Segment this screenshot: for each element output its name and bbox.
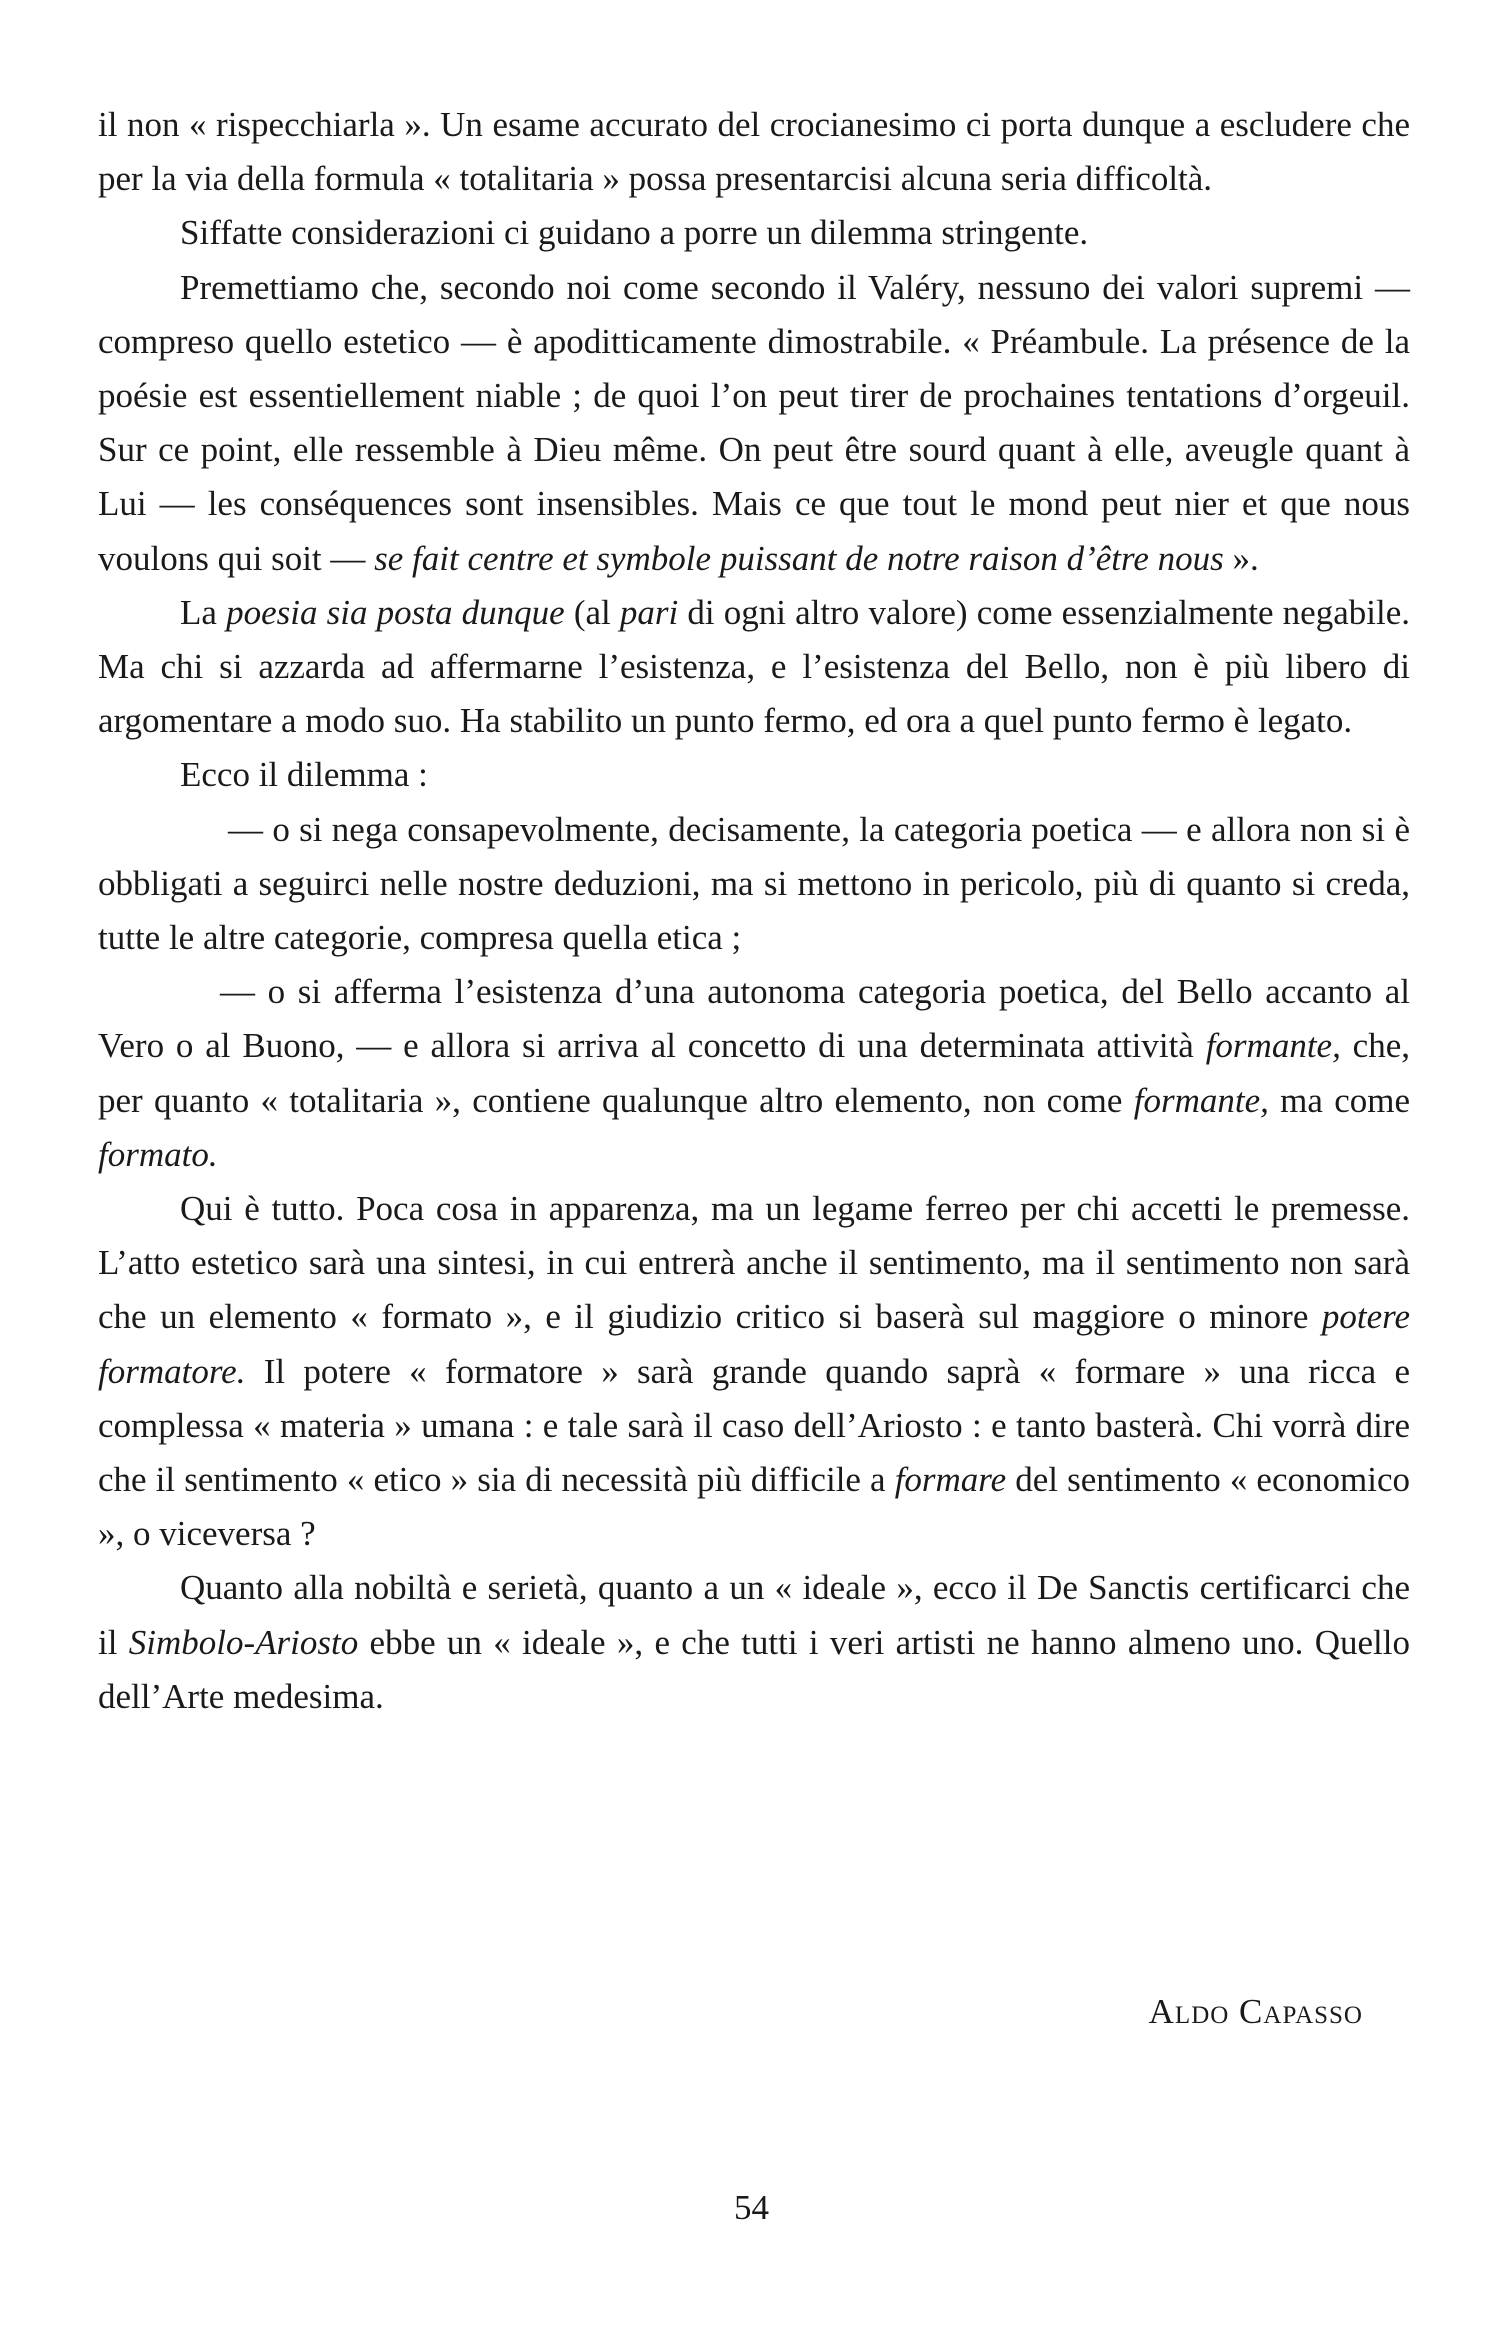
paragraph-9: Quanto alla nobiltà e serietà, quanto a un « ideale », ecco il De Sanctis certificarci che il Simbolo-Ariosto ebbe un « ideale », e che tutti i veri artisti ne hanno almeno uno. Quello dell’Arte medesima. [98,1568,1410,1716]
page-number: 54 [734,2188,769,2227]
paragraph-2: Siffatte considerazioni ci guidano a porre un dilemma stringente. [180,213,1089,253]
paragraph-1: il non « rispecchiarla ». Un esame accurato del crocianesimo ci porta dunque a escludere che per la via della formula « totalitaria » possa presentarcisi alcuna seria difficoltà. [98,105,1410,199]
author-signature: Aldo Capasso [1148,1992,1363,2031]
paragraph-3: Premettiamo che, secondo noi come secondo il Valéry, nessuno dei valori supremi — compreso quello estetico — è apoditticamente dimostrabile. « Préambule. La présence de la poésie est essentiellement niable ; de quoi l’on peut tirer de prochaines tentations d’orgeuil. Sur ce point, elle ressemble à Dieu même. On peut être sourd quant à elle, aveugle quant à Lui — les conséquences sont insensibles. Mais ce que tout le mond peut nier et que nous voulons qui soit — se fait centre et symbole puissant de notre raison d’être nous ». [98,267,1410,578]
paragraph-4: La poesia sia posta dunque (al pari di ogni altro valore) come essenzialmente negabile. Ma chi si azzarda ad affermarne l’esistenza, e l’esistenza del Bello, non è più libero di argomentare a modo suo. Ha stabilito un punto fermo, ed ora a quel punto fermo è legato. [98,592,1410,741]
paragraph-6: — o si nega consapevolmente, decisamente, la categoria poetica — e allora non si è obbligati a seguirci nelle nostre deduzioni, ma si mettono in pericolo, più di quanto si creda, tutte le altre categorie, compresa quella etica ; [98,809,1410,958]
body-text [98,98,1410,1724]
paragraph-8: Qui è tutto. Poca cosa in apparenza, ma un legame ferreo per chi accetti le premesse. L’atto estetico sarà una sintesi, in cui entrerà anche il sentimento, ma il sentimento non sarà che un elemento « formato », e il giudizio critico si baserà sul maggiore o minore potere formatore. Il potere « formatore » sarà grande quando saprà « formare » una ricca e complessa « materia » umana : e tale sarà il caso dell’Ariosto : e tanto basterà. Chi vorrà dire che il sentimento « etico » sia di necessità più difficile a formare del sentimento « economico », o viceversa ? [98,1189,1410,1554]
paragraph-5: Ecco il dilemma : [180,755,428,795]
paragraph-7: — o si afferma l’esistenza d’una autonoma categoria poetica, del Bello accanto al Vero o al Buono, — e allora si arriva al concetto di una determinata attività formante, che, per quanto « totalitaria », contiene qualunque altro elemento, non come formante, ma come formato. [98,972,1411,1174]
